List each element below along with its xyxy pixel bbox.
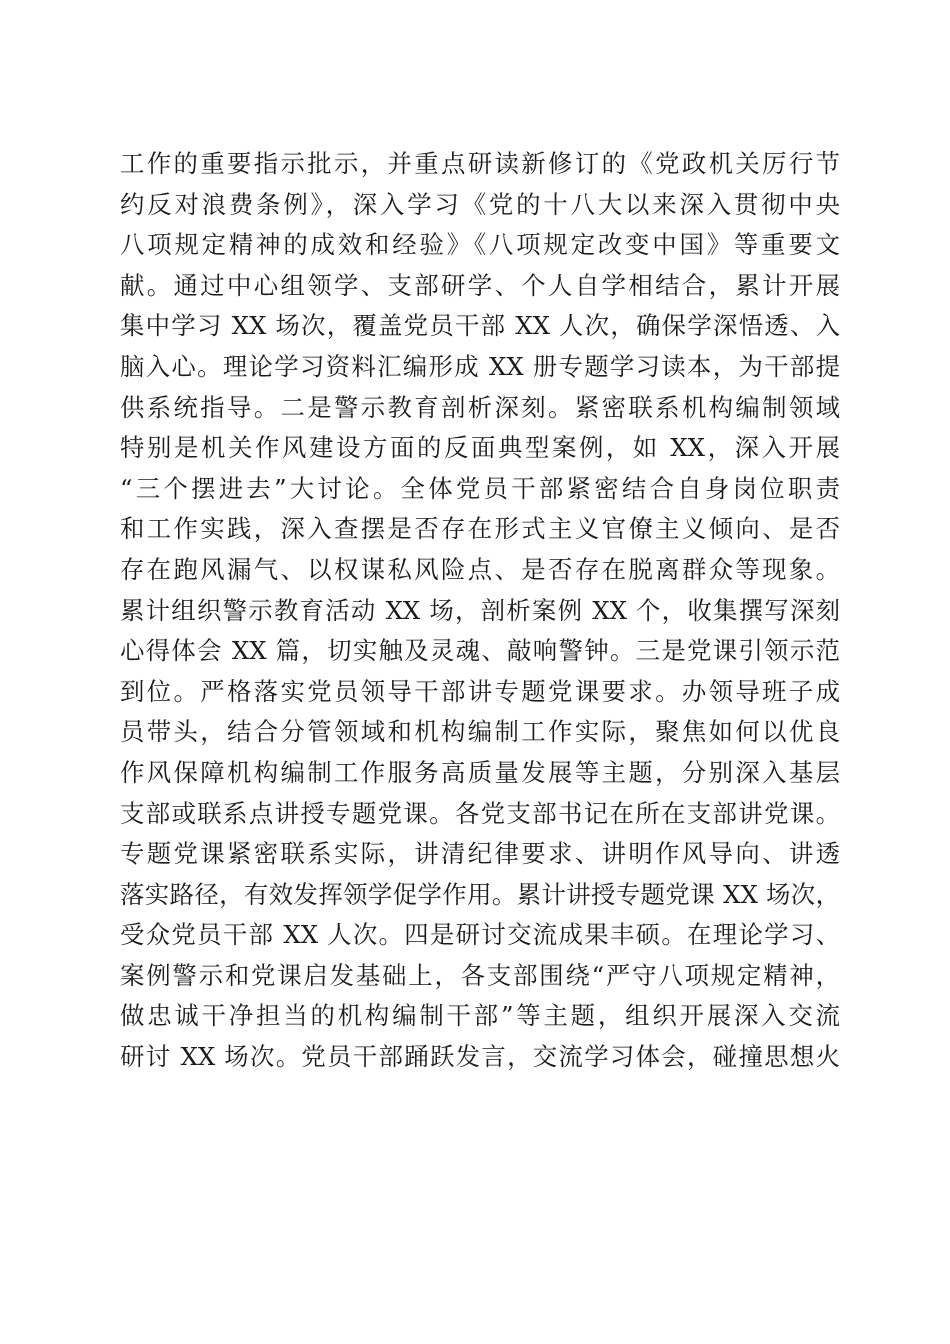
text-line: 累计组织警示教育活动 XX 场，剖析案例 XX 个，收集撰写深刻: [120, 595, 840, 625]
text-line: 和工作实践，深入查摆是否存在形式主义官僚主义倾向、是否: [120, 514, 840, 544]
text-line: 供系统指导。二是警示教育剖析深刻。紧密联系机构编制领域: [120, 392, 840, 422]
text-line: 存在跑风漏气、以权谋私风险点、是否存在脱离群众等现象。: [120, 554, 840, 584]
text-line: 做忠诚干净担当的机构编制干部”等主题，组织开展深入交流: [120, 1001, 840, 1031]
body-paragraph: [120, 144, 840, 1078]
text-line: 工作的重要指示批示，并重点研读新修订的《党政机关厉行节: [120, 149, 840, 178]
text-line: 作风保障机构编制工作服务高质量发展等主题，分别深入基层: [120, 757, 840, 787]
text-line: 八项规定精神的成效和经验》《八项规定改变中国》等重要文: [120, 230, 840, 260]
text-line: 献。通过中心组领学、支部研学、个人自学相结合，累计开展: [120, 270, 840, 300]
text-line: 集中学习 XX 场次，覆盖党员干部 XX 人次，确保学深悟透、入: [120, 311, 840, 341]
text-line: 到位。严格落实党员领导干部讲专题党课要求。办领导班子成: [120, 676, 840, 706]
text-line: 落实路径，有效发挥领学促学作用。累计讲授专题党课 XX 场次，: [120, 879, 840, 909]
text-line: 研讨 XX 场次。党员干部踊跃发言，交流学习体会，碰撞思想火: [120, 1042, 840, 1072]
text-line: “三个摆进去”大讨论。全体党员干部紧密结合自身岗位职责: [120, 473, 840, 503]
text-line: 脑入心。理论学习资料汇编形成 XX 册专题学习读本，为干部提: [120, 351, 840, 381]
text-line: 心得体会 XX 篇，切实触及灵魂、敲响警钟。三是党课引领示范: [120, 636, 840, 666]
text-line: 专题党课紧密联系实际，讲清纪律要求、讲明作风导向、讲透: [120, 839, 840, 869]
text-line: 约反对浪费条例》，深入学习《党的十八大以来深入贯彻中央: [120, 189, 840, 219]
text-line: 特别是机关作风建设方面的反面典型案例，如 XX，深入开展: [120, 433, 840, 463]
text-line: 员带头，结合分管领域和机构编制工作实际，聚焦如何以优良: [120, 717, 840, 747]
text-line: 案例警示和党课启发基础上，各支部围绕“严守八项规定精神，: [120, 960, 840, 990]
text-line: 受众党员干部 XX 人次。四是研讨交流成果丰硕。在理论学习、: [120, 920, 840, 950]
text-line: 支部或联系点讲授专题党课。各党支部书记在所在支部讲党课。: [120, 798, 840, 828]
